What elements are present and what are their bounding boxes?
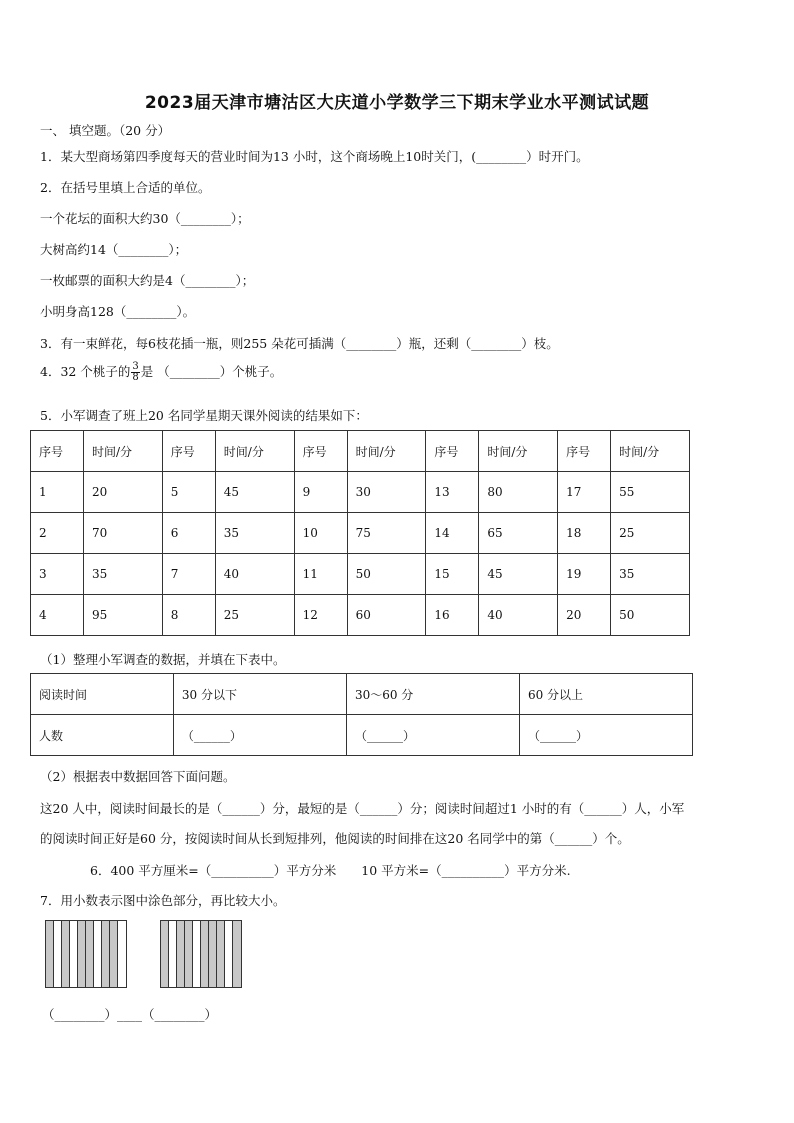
question-5-part2: （2）根据表中数据回答下面问题。	[40, 769, 236, 784]
table-cell: 时间/分	[84, 431, 163, 472]
table-cell: 时间/分	[347, 431, 426, 472]
table-cell: 35	[611, 554, 690, 595]
fraction-denominator: 8	[132, 372, 139, 383]
table-cell: 12	[294, 595, 347, 636]
table-cell: 序号	[162, 431, 215, 472]
table-cell: 序号	[294, 431, 347, 472]
shaded-strip	[110, 921, 118, 987]
shaded-strip	[86, 921, 94, 987]
question-4-after: 是 （________）个桃子。	[140, 364, 283, 379]
table-cell: 50	[347, 554, 426, 595]
table-cell: 45	[215, 472, 294, 513]
table-cell: 1	[31, 472, 84, 513]
table-cell: 65	[479, 513, 558, 554]
table-cell: 9	[294, 472, 347, 513]
table-cell: 40	[215, 554, 294, 595]
question-2-item: 小明身高128（________）。	[40, 304, 196, 319]
table-cell: 阅读时间	[31, 674, 174, 715]
table-cell: 35	[84, 554, 163, 595]
blank-strip	[118, 921, 126, 987]
table-row	[31, 715, 693, 756]
table-cell: 55	[611, 472, 690, 513]
table-cell: 5	[162, 472, 215, 513]
question-2-item: 一个花坛的面积大约30（________）；	[40, 211, 250, 226]
table-cell: 70	[84, 513, 163, 554]
shaded-strip	[62, 921, 70, 987]
reading-survey-table	[30, 430, 690, 636]
table-cell: 25	[215, 595, 294, 636]
table-cell: （______）	[519, 715, 692, 756]
table-row	[31, 595, 690, 636]
shaded-strip	[46, 921, 54, 987]
fraction	[131, 362, 139, 383]
table-row	[31, 674, 693, 715]
question-4-before: 4．32 个桃子的	[40, 364, 131, 379]
table-cell: 10	[294, 513, 347, 554]
shaded-figure-left	[45, 920, 127, 988]
table-cell: 11	[294, 554, 347, 595]
table-cell: 45	[479, 554, 558, 595]
table-cell: 序号	[31, 431, 84, 472]
question-5-part2-line1: 这20 人中，阅读时间最长的是（______）分，最短的是（______）分；阅读时间超过1 小时的有（______）人，小军	[40, 801, 685, 816]
table-cell: 35	[215, 513, 294, 554]
table-cell: 20	[84, 472, 163, 513]
table-cell: 人数	[31, 715, 174, 756]
blank-strip	[70, 921, 78, 987]
shaded-strip	[102, 921, 110, 987]
blank-strip	[193, 921, 201, 987]
shaded-strip	[78, 921, 86, 987]
table-cell: 3	[31, 554, 84, 595]
table-cell: 60	[347, 595, 426, 636]
table-cell: 19	[558, 554, 611, 595]
table-cell: 30	[347, 472, 426, 513]
question-2-item: 一枚邮票的面积大约是4（________）；	[40, 273, 255, 288]
table-cell: 50	[611, 595, 690, 636]
table-cell: 时间/分	[611, 431, 690, 472]
table-cell: 13	[426, 472, 479, 513]
question-7-answer: （________）____（________）	[42, 1007, 218, 1022]
table-row	[31, 472, 690, 513]
table-cell: 7	[162, 554, 215, 595]
table-cell: 25	[611, 513, 690, 554]
summary-table	[30, 673, 693, 756]
table-cell: 40	[479, 595, 558, 636]
section-heading: 一、 填空题。（20 分）	[40, 123, 171, 138]
table-cell: 15	[426, 554, 479, 595]
blank-strip	[94, 921, 102, 987]
blank-strip	[225, 921, 233, 987]
shaded-strip	[177, 921, 185, 987]
question-1: 1．某大型商场第四季度每天的营业时间为13 小时，这个商场晚上10时关门，(________）时开门。	[40, 149, 589, 164]
table-cell: （______）	[173, 715, 346, 756]
table-cell: 时间/分	[215, 431, 294, 472]
table-cell: 16	[426, 595, 479, 636]
table-cell: 6	[162, 513, 215, 554]
question-4	[40, 362, 282, 383]
question-5-part1: （1）整理小军调查的数据，并填在下表中。	[40, 652, 286, 667]
shaded-strip	[201, 921, 209, 987]
shaded-strip	[185, 921, 193, 987]
table-cell: （______）	[346, 715, 519, 756]
table-cell: 60 分以上	[519, 674, 692, 715]
table-cell: 序号	[426, 431, 479, 472]
table-cell: 序号	[558, 431, 611, 472]
table-cell: 18	[558, 513, 611, 554]
table-cell: 2	[31, 513, 84, 554]
table-cell: 30～60 分	[346, 674, 519, 715]
blank-strip	[54, 921, 62, 987]
table-cell: 17	[558, 472, 611, 513]
shaded-strip	[233, 921, 241, 987]
table-cell: 4	[31, 595, 84, 636]
question-2-prompt: 2．在括号里填上合适的单位。	[40, 180, 211, 195]
page-title: 2023届天津市塘沽区大庆道小学数学三下期末学业水平测试试题	[144, 93, 650, 113]
table-row	[31, 431, 690, 472]
fraction-numerator: 3	[132, 361, 139, 372]
question-3: 3．有一束鲜花，每6枝花插一瓶，则255 朵花可插满（________）瓶，还剩（________）枝。	[40, 336, 559, 351]
question-5-prompt: 5．小军调查了班上20 名同学星期天课外阅读的结果如下：	[40, 408, 368, 423]
table-cell: 14	[426, 513, 479, 554]
table-cell: 30 分以下	[173, 674, 346, 715]
shaded-strip	[217, 921, 225, 987]
table-cell: 75	[347, 513, 426, 554]
question-6: 6．400 平方厘米=（__________）平方分米 10 平方米=（__________）平方分米.	[90, 863, 571, 878]
table-cell: 80	[479, 472, 558, 513]
table-cell: 95	[84, 595, 163, 636]
question-2-item: 大树高约14（________）；	[40, 242, 188, 257]
table-row	[31, 554, 690, 595]
table-cell: 20	[558, 595, 611, 636]
blank-strip	[169, 921, 177, 987]
shaded-strip	[161, 921, 169, 987]
question-7-prompt: 7．用小数表示图中涂色部分，再比较大小。	[40, 893, 286, 908]
table-cell: 时间/分	[479, 431, 558, 472]
table-row	[31, 513, 690, 554]
shaded-strip	[209, 921, 217, 987]
table-cell: 8	[162, 595, 215, 636]
shaded-figure-right	[160, 920, 242, 988]
question-5-part2-line2: 的阅读时间正好是60 分，按阅读时间从长到短排列，他阅读的时间排在这20 名同学中的第（______）个。	[40, 831, 630, 846]
